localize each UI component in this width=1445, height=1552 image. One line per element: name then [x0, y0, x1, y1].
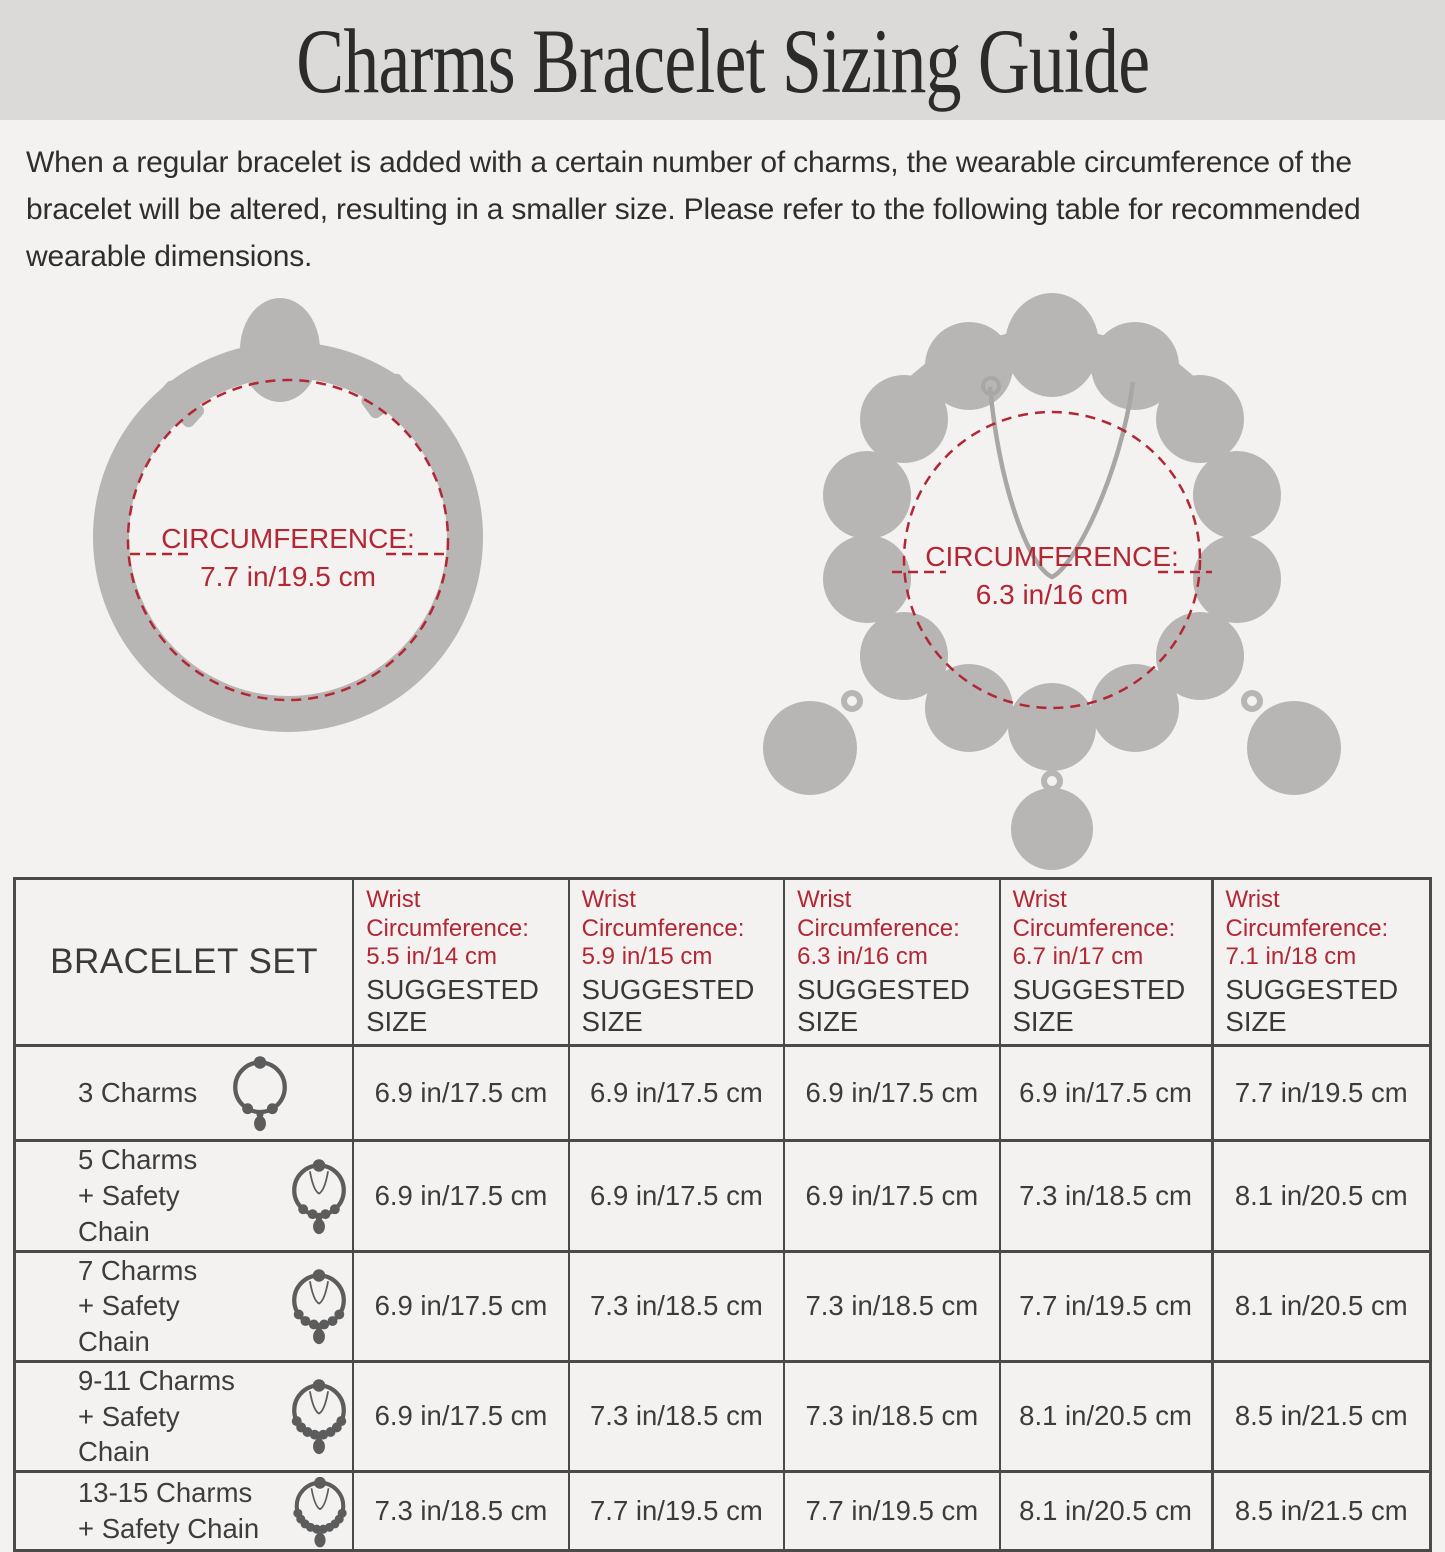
- bracelet-set-cell: 13-15 Charms + Safety Chain: [15, 1472, 354, 1551]
- size-cell: 7.3 in/18.5 cm: [569, 1361, 784, 1471]
- size-cell: 6.9 in/17.5 cm: [353, 1251, 568, 1361]
- wrist-column-header: Wrist Circumference: 7.1 in/18 cm SUGGESTED SIZE: [1212, 879, 1431, 1046]
- plain-bracelet-illustration: [18, 282, 558, 870]
- circumference-label: CIRCUMFERENCE:: [161, 523, 415, 555]
- size-cell: 6.9 in/17.5 cm: [353, 1046, 568, 1141]
- size-cell: 7.3 in/18.5 cm: [569, 1251, 784, 1361]
- charms-bracelet-illustration: [700, 282, 1405, 870]
- bracelet-9-11-charms-safety-chain-icon: [286, 1377, 352, 1455]
- table-row: [15, 1472, 1431, 1551]
- size-cell: 6.9 in/17.5 cm: [1000, 1046, 1212, 1141]
- size-cell: 7.7 in/19.5 cm: [784, 1472, 999, 1551]
- size-cell: 8.1 in/20.5 cm: [1000, 1361, 1212, 1471]
- table-row: [15, 1141, 1431, 1251]
- wrist-column-header: Wrist Circumference: 5.9 in/15 cm SUGGESTED SIZE: [569, 879, 784, 1046]
- size-cell: 7.3 in/18.5 cm: [784, 1361, 999, 1471]
- size-cell: 6.9 in/17.5 cm: [784, 1046, 999, 1141]
- bracelet-7-charms-safety-chain-icon: [286, 1267, 352, 1345]
- wrist-column-header: Wrist Circumference: 6.3 in/16 cm SUGGESTED SIZE: [784, 879, 999, 1046]
- bracelet-set-cell: 3 Charms: [15, 1046, 354, 1141]
- size-cell: 6.9 in/17.5 cm: [353, 1361, 568, 1471]
- size-cell: 7.3 in/18.5 cm: [353, 1472, 568, 1551]
- table-header-row: [15, 879, 1431, 1046]
- diagrams-section: [0, 282, 1445, 870]
- wrist-column-header: Wrist Circumference: 6.7 in/17 cm SUGGESTED SIZE: [1000, 879, 1212, 1046]
- bracelet-set-header: BRACELET SET: [15, 879, 354, 1046]
- sizing-table: [13, 877, 1432, 1552]
- bracelet-set-cell: 7 Charms + Safety Chain: [15, 1251, 354, 1361]
- title-band: [0, 0, 1445, 120]
- size-cell: 7.3 in/18.5 cm: [784, 1251, 999, 1361]
- size-cell: 7.7 in/19.5 cm: [1212, 1046, 1431, 1141]
- size-cell: 7.7 in/19.5 cm: [1000, 1251, 1212, 1361]
- circumference-label: CIRCUMFERENCE:: [925, 541, 1179, 573]
- table-row: [15, 1046, 1431, 1141]
- circumference-value: 6.3 in/16 cm: [975, 579, 1129, 611]
- bracelet-13-15-charms-safety-chain-icon: [289, 1475, 351, 1548]
- size-cell: 8.5 in/21.5 cm: [1212, 1361, 1431, 1471]
- bracelet-set-cell: 5 Charms + Safety Chain: [15, 1141, 354, 1251]
- bracelet-5-charms-safety-chain-icon: [286, 1157, 352, 1235]
- bracelet-set-cell: 9-11 Charms + Safety Chain: [15, 1361, 354, 1471]
- wrist-column-header: Wrist Circumference: 5.5 in/14 cm SUGGESTED SIZE: [353, 879, 568, 1046]
- plain-bracelet-icon: [111, 298, 465, 714]
- size-cell: 8.5 in/21.5 cm: [1212, 1472, 1431, 1551]
- bracelet-3-charms-icon: [227, 1054, 293, 1132]
- size-cell: 6.9 in/17.5 cm: [569, 1141, 784, 1251]
- page-title: Charms Bracelet Sizing Guide: [295, 10, 1149, 112]
- size-cell: 6.9 in/17.5 cm: [353, 1141, 568, 1251]
- size-cell: 7.7 in/19.5 cm: [569, 1472, 784, 1551]
- table-row: [15, 1361, 1431, 1471]
- size-cell: 6.9 in/17.5 cm: [784, 1141, 999, 1251]
- size-cell: 6.9 in/17.5 cm: [569, 1046, 784, 1141]
- size-cell: 7.3 in/18.5 cm: [1000, 1141, 1212, 1251]
- circumference-value: 7.7 in/19.5 cm: [200, 561, 376, 593]
- size-cell: 8.1 in/20.5 cm: [1212, 1251, 1431, 1361]
- size-cell: 8.1 in/20.5 cm: [1212, 1141, 1431, 1251]
- table-row: [15, 1251, 1431, 1361]
- size-cell: 8.1 in/20.5 cm: [1000, 1472, 1212, 1551]
- intro-text: When a regular bracelet is added with a certain number of charms, the wearable circumference of the bracelet will be altered, resulting in a smaller size. Please refer to the following table for recommended wearable dimensions.: [26, 146, 1361, 273]
